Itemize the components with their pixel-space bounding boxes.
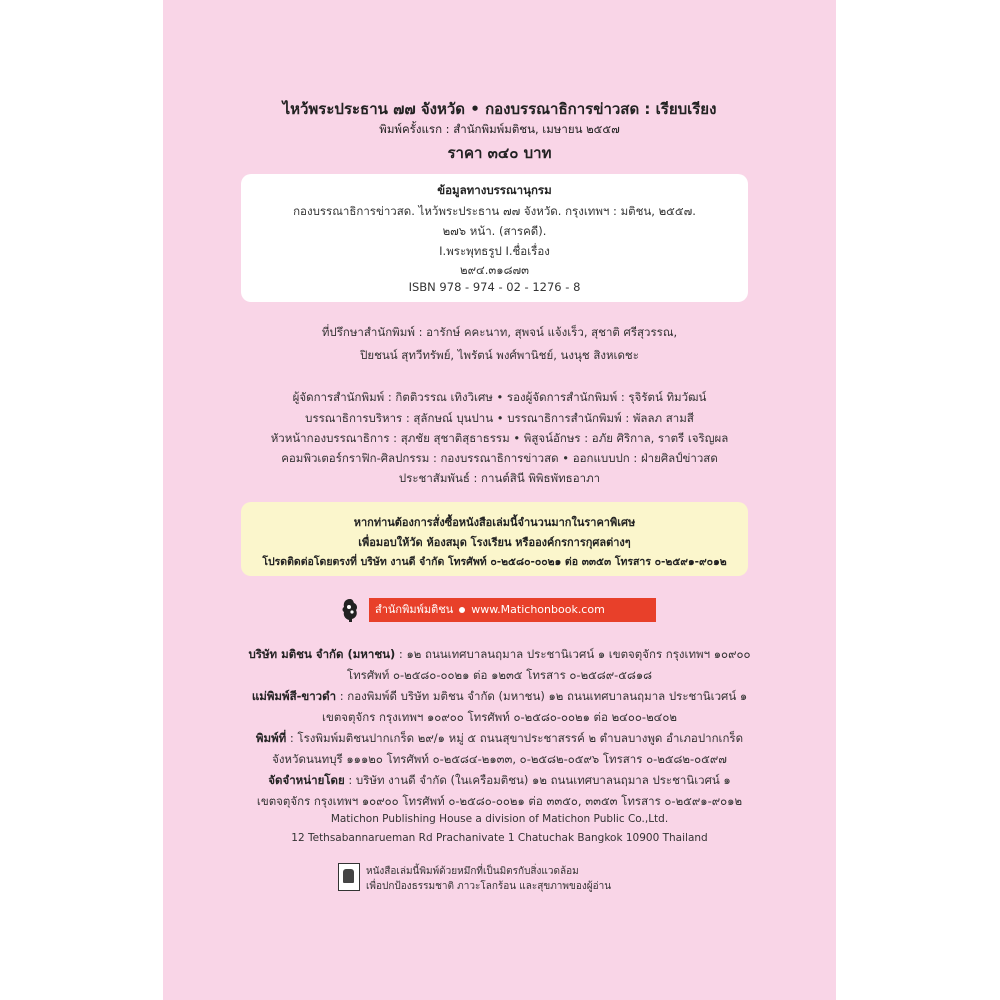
isbn: ISBN 978 - 974 - 02 - 1276 - 8 (408, 280, 581, 294)
eco-note-line: หนังสือเล่มนี้พิมพ์ด้วยหมึกที่เป็นมิตรกับสิ่งแวดล้อม (366, 866, 579, 877)
matichon-logo-icon (341, 598, 359, 622)
staff-line: บรรณาธิการบริหาร : สุลักษณ์ บุนปาน • บรรณาธิการสำนักพิมพ์ : พัลลภ สามสี (305, 411, 694, 425)
advisors-line: ปิยชนน์ สุทวีทรัพย์, ไพรัตน์ พงศ์พานิชย์, นงนุช สิงหเดชะ (360, 348, 639, 362)
order-line: โปรดติดต่อโดยตรงที่ บริษัท งานดี จำกัด โทรศัพท์ ๐-๒๕๘๐-๐๐๒๑ ต่อ ๓๓๕๓ โทรสาร ๐-๒๕๙๑-๙๐๑๒ (262, 556, 727, 568)
staff-line: คอมพิวเตอร์กราฟิก-ศิลปกรรม : กองบรรณาธิการข่าวสด • ออกแบบปก : ฝ่ายศิลป์ข่าวสด (281, 451, 718, 465)
publisher-info-line: จัดจำหน่ายโดย : บริษัท งานดี จำกัด (ในเครือมติชน) ๑๒ ถนนเทศบาลนฤมาล ประชานิเวศน์ ๑ (268, 773, 731, 787)
advisors-line: ที่ปรึกษาสำนักพิมพ์ : อารักษ์ คคะนาท, สุพจน์ แจ้งเร็ว, สุชาติ ศรีสุวรรณ, (321, 325, 678, 339)
order-line: หากท่านต้องการสั่งซื้อหนังสือเล่มนี้จำนวนมากในราคาพิเศษ (353, 516, 636, 529)
catalog-data-box (241, 174, 748, 302)
publisher-info-line: จังหวัดนนทบุรี ๑๑๑๒๐ โทรศัพท์ ๐-๒๕๘๔-๒๑๓๓, ๐-๒๕๘๒-๐๕๙๖ โทรสาร ๐-๒๕๘๒-๐๕๙๗ (272, 752, 727, 766)
publisher-info-line: บริษัท มติชน จำกัด (มหาชน) : ๑๒ ถนนเทศบาลนฤมาล ประชานิเวศน์ ๑ เขตจตุจักร กรุงเทพฯ ๑๐๙๐๐ (248, 647, 751, 661)
catalog-line: I.พระพุทธรูป I.ชื่อเรื่อง (439, 244, 550, 258)
staff-line: ผู้จัดการสำนักพิมพ์ : กิตติวรรณ เทิงวิเศษ • รองผู้จัดการสำนักพิมพ์ : รุจิรัตน์ ทิมวัฒน์ (292, 390, 707, 404)
copyright-page (163, 0, 836, 1000)
order-line: เพื่อมอบให้วัด ห้องสมุด โรงเรียน หรือองค์กรการกุศลต่างๆ (358, 536, 631, 549)
publisher-info-line: โทรศัพท์ ๐-๒๕๘๐-๐๐๒๑ ต่อ ๑๒๓๕ โทรสาร ๐-๒๕๘๙-๕๘๑๘ (346, 668, 653, 682)
publisher-info-line: Matichon Publishing House a division of Matichon Public Co.,Ltd. (330, 813, 669, 825)
staff-line: หัวหน้ากองบรรณาธิการ : สุภชัย สุชาติสุธาธรรม • พิสูจน์อักษร : อภัย ศิริกาล, ราตรี เจริญผล (270, 431, 729, 445)
catalog-line: ๒๗๖ หน้า. (สารคดี). (442, 224, 547, 238)
catalog-heading: ข้อมูลทางบรรณานุกรม (437, 183, 552, 197)
staff-line: ประชาสัมพันธ์ : กานต์สินี พิพิธพัทธอาภา (398, 471, 601, 485)
bullet-icon (459, 607, 465, 613)
publisher-bar (369, 598, 656, 622)
publisher-info-line: เขตจตุจักร กรุงเทพฯ ๑๐๙๐๐ โทรศัพท์ ๐-๒๕๘๐-๐๐๒๑ ต่อ ๒๔๐๐-๒๔๐๒ (322, 710, 677, 724)
eco-note-line: เพื่อปกป้องธรรมชาติ ภาวะโลกร้อน และสุขภาพของผู้อ่าน (366, 881, 612, 892)
publisher-name: สำนักพิมพ์มติชน (375, 603, 454, 616)
price: ราคา ๓๔๐ บาท (447, 144, 552, 162)
publisher-info-line: เขตจตุจักร กรุงเทพฯ ๑๐๙๐๐ โทรศัพท์ ๐-๒๕๘๐-๐๐๒๑ ต่อ ๓๓๕๐, ๓๓๕๓ โทรสาร ๐-๒๕๙๑-๙๐๑๒ (256, 794, 743, 808)
bulk-order-notice (241, 502, 748, 576)
eco-ink-icon (338, 863, 360, 891)
edition-line: พิมพ์ครั้งแรก : สำนักพิมพ์มติชน, เมษายน ๒๕๕๗ (379, 122, 620, 136)
publisher-info-line: พิมพ์ที่ : โรงพิมพ์มติชนปากเกร็ด ๒๙/๑ หมู่ ๕ ถนนสุขาประชาสรรค์ ๒ ตำบลบางพูด อำเภอปากเกร็ด (255, 731, 744, 745)
catalog-line: กองบรรณาธิการข่าวสด. ไหว้พระประธาน ๗๗ จังหวัด. กรุงเทพฯ : มติชน, ๒๕๕๗. (293, 204, 696, 218)
publisher-website-link[interactable]: www.Matichonbook.com (471, 603, 605, 616)
publisher-info-line: แม่พิมพ์สี-ขาวดำ : กองพิมพ์ดี บริษัท มติชน จำกัด (มหาชน) ๑๒ ถนนเทศบาลนฤมาล ประชานิเวศน์ ๑ (251, 689, 748, 703)
book-title: ไหว้พระประธาน ๗๗ จังหวัด • กองบรรณาธิการข่าวสด : เรียบเรียง (282, 100, 717, 118)
publisher-info-line: 12 Tethsabannarueman Rd Prachanivate 1 Chatuchak Bangkok 10900 Thailand (291, 832, 708, 844)
catalog-line: ๒๙๔.๓๑๘๗๓ (460, 263, 529, 277)
